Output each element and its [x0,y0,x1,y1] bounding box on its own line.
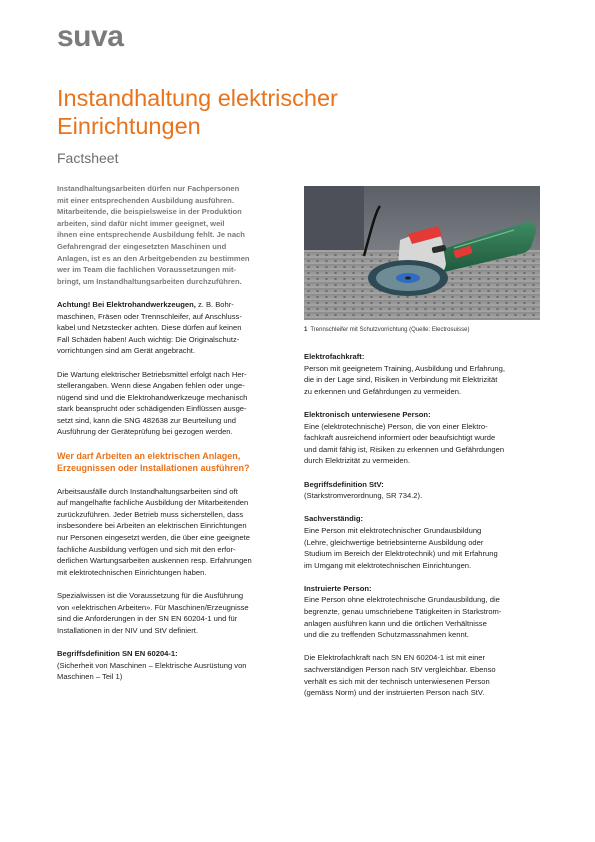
text-line: maschinen, Fräsen oder Trennschleifer, auf Anschluss- [57,311,242,321]
text-line: Maschinen – Teil 1) [57,672,123,682]
text-line: mit einer entsprechenden Ausbildung ausführen. [57,195,234,205]
text-line: nügend sind und die Elektrohandwerkzeuge mechanisch [57,392,248,402]
definition-heading: Elektrofachkraft: [304,352,365,361]
text-line: wer im Team die fachlichen Voraussetzungen mit- [57,265,237,275]
definition-elektrofachkraft [304,351,540,397]
text-line: vorrichtungen sind am Gerät angebracht. [57,346,196,356]
text-line: arbeiten, sind dafür nicht immer geeignet, weil [57,218,225,228]
right-column [304,351,540,710]
photo-caption [304,326,540,334]
text-line: von «elektrischen Arbeiten». Für Maschinen/Erzeugnisse [57,602,249,612]
definition-heading: Elektronisch unterwiesene Person: [304,409,431,419]
svg-text:suva: suva [57,23,124,51]
angle-grinder-illustration [304,186,540,320]
text-line: und die zu treffenden Schutzmassnahmen kennt. [304,630,469,640]
text-line: setzt sind, kann die SNG 482638 zur Beurteilung und [57,415,236,425]
title-line-1: Instandhaltung elektrischer [57,85,338,111]
caption-number: 1 [304,327,308,333]
heading-line: Wer darf Arbeiten an elektrischen Anlagen, [57,450,241,461]
text-line: die in der Lage sind, Risiken in Verbindung mit Elektrizität [304,375,498,385]
text-line: Fall Schäden haben! Auch wichtig: Die Originalschutz- [57,334,240,344]
text-line: mit elektrotechnischen Einrichtungen haben. [57,567,207,577]
text-line: begrenzte, genau umschriebene Tätigkeiten in Starkstrom- [304,607,502,617]
text-line: verhält es sich mit der technisch unterwiesenen Person [304,676,490,686]
definition-instruierte-person [304,583,540,641]
text-line: Mitarbeitende, die beispielsweise in der Produktion [57,207,242,217]
definition-heading: Sachverständig: [304,514,364,524]
definition-heading: Instruierte Person: [304,583,372,593]
definition-block [57,648,293,683]
text-line: durch Elektrizität zu vermeiden. [304,456,410,466]
text-line: fachkraft ausreichend informiert oder beaufsichtigt wurde [304,433,496,443]
text-line: Spezialwissen ist die Voraussetzung für die Ausführung [57,591,244,600]
suva-logo [57,23,143,51]
text-line: (Starkstromverordnung, SR 734.2). [304,491,423,501]
text-line: zurückzuführen. Jeder Betrieb muss sicherstellen, dass [57,509,244,519]
text-line: auf mangelhafte fachliche Ausbildung der Mitarbeitenden [57,498,249,508]
comparison-paragraph [304,652,540,698]
intro-paragraph [57,183,293,287]
angle-grinder-photo [304,186,540,320]
text-line: (Lehre, gleichwertige betriebsinterne Ausbildung oder [304,537,484,547]
text-line: derlichen Wartungsarbeiten auskennen resp. Erfahrungen [57,556,252,566]
text-line: nur Personen eingesetzt werden, die über eine geeignete [57,533,250,543]
title-line-2: Einrichtungen [57,113,201,139]
text-line [57,299,293,311]
left-column [57,183,293,694]
text-line: Anlagen, ist es an den Arbeitgebenden zu bestimmen [57,253,250,263]
text-line: im Umgang mit elektrotechnischen Einrichtungen. [304,560,472,570]
text-line: ihnen eine entsprechende Ausbildung fehlt. Je nach [57,230,245,240]
text-line: und damit fähig ist, Risiken zu erkennen und Gefährdungen [304,444,505,454]
definition-unterwiesene-person [304,409,540,467]
text-line: stellerangaben. Wenn diese Angaben fehlen oder unge- [57,381,245,391]
text-line: insbesondere bei Arbeiten an elektrischen Einrichtungen [57,521,247,531]
definition-heading: Begriffsdefinition StV: [304,479,384,489]
text-line: Eine (elektrotechnische) Person, die von einer Elektro- [304,421,488,431]
text-line: sachverständigen Person nach StV vergleichbar. Ebenso [304,665,496,675]
text-line: Eine Person mit elektrotechnischer Grundausbildung [304,525,482,535]
text-line: sind die Anforderungen in der SN EN 60204-1 und für [57,614,238,624]
text-line: Installationen in der NIV und StV definiert. [57,625,198,635]
text-line: kabel und Netzstecker achten. Diese dürfen auf keinen [57,323,242,333]
text-line: (gemäss Norm) und der instruierten Person nach StV. [304,688,485,698]
text-line: Die Elektrofachkraft nach SN EN 60204-1 ist mit einer [304,653,486,663]
section-heading [57,450,293,474]
section-paragraph-2 [57,590,293,636]
text-line: zu erkennen und Gefährdungen zu vermeiden. [304,386,462,396]
heading-line: Erzeugnissen oder Installationen ausführen? [57,462,250,473]
definition-stv [304,479,540,502]
text-line: anlagen ausführen kann und die örtlichen Verhältnisse [304,618,487,628]
text-line: Die Wartung elektrischer Betriebsmittel erfolgt nach Her- [57,369,247,379]
warning-lead: Achtung! Bei Elektrohandwerkzeugen, [57,299,196,309]
text-line: Instandhaltungsarbeiten dürfen nur Fachpersonen [57,184,240,193]
text-line: Gefahrengrad der eingesetzten Maschinen und [57,241,227,251]
text-line: (Sicherheit von Maschinen – Elektrische Ausrüstung von [57,660,247,670]
page-title [57,84,537,140]
document-type: Factsheet [57,150,119,166]
text-line: Eine Person ohne elektrotechnische Grundausbildung, die [304,595,500,605]
text-line: Person mit geeignetem Training, Ausbildung und Erfahrung, [304,363,505,373]
suva-logo-mark [57,23,143,51]
warning-paragraph [57,299,293,357]
caption-text: Trennschleifer mit Schutzvorrichtung (Quelle: Electrosuisse) [310,327,470,333]
text-line: fachliche Ausbildung verfügen und sich mit den erfor- [57,544,236,554]
text-line: Arbeitsausfälle durch Instandhaltungsarbeiten sind oft [57,486,238,496]
maintenance-paragraph [57,369,293,439]
definition-heading: Begriffsdefinition SN EN 60204-1: [57,648,178,658]
text-line: stark beansprucht oder schädigenden Einflüssen ausge- [57,404,247,414]
text-line: bringt, um Instandhaltungsarbeiten durchzuführen. [57,276,242,286]
warning-text: z. B. Bohr- [195,299,234,309]
definition-sachverstaendig [304,513,540,571]
text-line: Studium im Bereich der Elektrotechnik) und mit Erfahrung [304,549,498,559]
section-paragraph-1 [57,486,293,579]
text-line: Ausführung der Geräteprüfung bei gezogen werden. [57,427,233,437]
